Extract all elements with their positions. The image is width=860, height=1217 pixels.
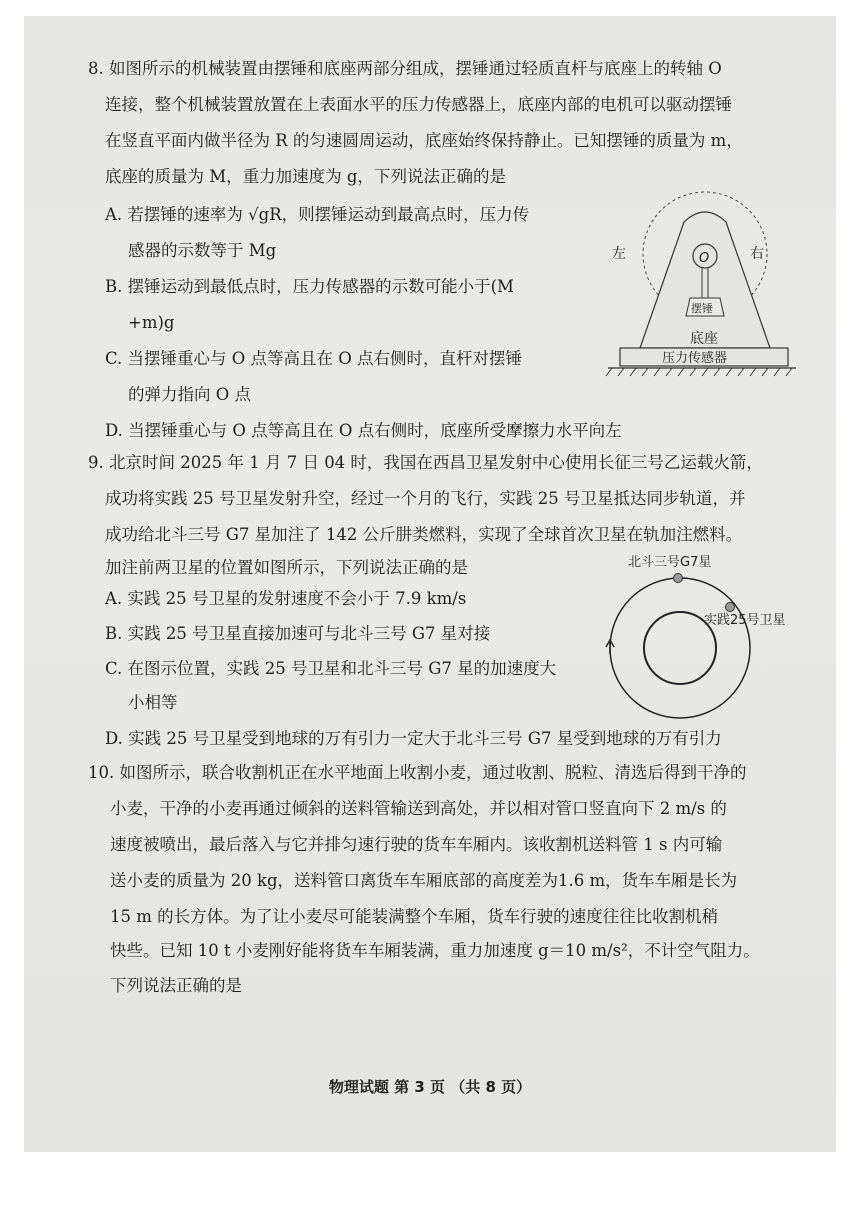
- q8-stem-line: 连接，整个机械装置放置在上表面水平的压力传感器上，底座内部的电机可以驱动摆锤: [105, 95, 732, 114]
- sat2-label: 实践25号卫星: [704, 613, 786, 628]
- sensor-label: 压力传感器: [662, 351, 728, 366]
- page-footer: 物理试题 第 3 页 （共 8 页）: [328, 1078, 532, 1096]
- q10-stem-line: 15 m 的长方体。为了让小麦尽可能装满整个车厢，货车行驶的速度往往比收割机稍: [110, 907, 719, 926]
- sat2-dot: [726, 603, 735, 612]
- q10-stem-line: 下列说法正确的是: [110, 976, 242, 995]
- q9-stem-line: 9. 北京时间 2025 年 1 月 7 日 04 时，我国在西昌卫星发射中心使用长征三号乙运载火箭，: [88, 453, 763, 472]
- base-body: [640, 212, 770, 348]
- q9-figure: [600, 550, 800, 730]
- q10-stem-line: 小麦，干净的小麦再通过倾斜的送料管输送到高处，并以相对管口竖直向下 2 m/s 的: [110, 799, 727, 818]
- synchronous-orbit: [610, 578, 750, 718]
- q8-option-c-cont: 的弹力指向 O 点: [128, 385, 252, 404]
- q9-option-b: B. 实践 25 号卫星直接加速可与北斗三号 G7 星对接: [105, 624, 491, 643]
- q8-option-c: C. 当摆锤重心与 O 点等高且在 O 点右侧时，直杆对摆锤: [105, 349, 523, 368]
- ground-hatching: [606, 368, 792, 376]
- base-label: 底座: [690, 331, 718, 347]
- orbit-direction-arrow: [606, 640, 614, 654]
- q9-option-a: A. 实践 25 号卫星的发射速度不会小于 7.9 km/s: [105, 589, 467, 608]
- q8-option-a-cont: 感器的示数等于 Mg: [128, 241, 277, 260]
- figure-label-left: 左: [612, 246, 626, 262]
- q10-stem-line: 10. 如图所示，联合收割机正在水平地面上收割小麦，通过收割、脱粒、清选后得到干净的: [88, 763, 747, 782]
- q9-option-d: D. 实践 25 号卫星受到地球的万有引力一定大于北斗三号 G7 星受到地球的万有引力: [105, 729, 722, 748]
- q10-stem-line: 速度被喷出，最后落入与它并排匀速行驶的货车车厢内。该收割机送料管 1 s 内可输: [110, 835, 723, 854]
- pivot-label: O: [699, 251, 710, 266]
- q8-option-b: B. 摆锤运动到最低点时，压力传感器的示数可能小于(M: [105, 277, 514, 296]
- q9-stem-line: 成功给北斗三号 G7 星加注了 142 公斤肼类燃料，实现了全球首次卫星在轨加注燃料。: [105, 525, 743, 544]
- sat1-dot: [674, 574, 683, 583]
- q9-stem-line: 加注前两卫星的位置如图所示，下列说法正确的是: [105, 558, 468, 577]
- q9-stem-line: 成功将实践 25 号卫星发射升空，经过一个月的飞行，实践 25 号卫星抵达同步轨道，并: [105, 489, 746, 508]
- bob-label: 摆锤: [691, 302, 713, 315]
- q8-stem-line: 8. 如图所示的机械装置由摆锤和底座两部分组成，摆锤通过轻质直杆与底座上的转轴 O: [88, 59, 722, 78]
- q8-option-a: A. 若摆锤的速率为 √gR，则摆锤运动到最高点时，压力传: [105, 205, 530, 224]
- q8-stem-line: 在竖直平面内做半径为 R 的匀速圆周运动，底座始终保持静止。已知摆锤的质量为 m，: [105, 131, 743, 150]
- figure-label-right: 右: [750, 246, 764, 262]
- q9-option-c-cont: 小相等: [128, 693, 178, 712]
- q8-figure: [600, 188, 800, 388]
- q10-stem-line: 送小麦的质量为 20 kg，送料管口离货车车厢底部的高度差为1.6 m，货车车厢是长为: [110, 871, 738, 890]
- q8-stem-line: 底座的质量为 M，重力加速度为 g，下列说法正确的是: [105, 167, 506, 186]
- q9-option-c: C. 在图示位置，实践 25 号卫星和北斗三号 G7 星的加速度大: [105, 659, 557, 678]
- q8-option-b-cont: +m)g: [128, 313, 175, 332]
- sat1-label: 北斗三号G7星: [628, 555, 712, 570]
- q10-stem-line: 快些。已知 10 t 小麦刚好能将货车车厢装满，重力加速度 g＝10 m/s²，不计空气阻力。: [110, 941, 760, 960]
- q8-option-d: D. 当摆锤重心与 O 点等高且在 O 点右侧时，底座所受摩擦力水平向左: [105, 421, 622, 440]
